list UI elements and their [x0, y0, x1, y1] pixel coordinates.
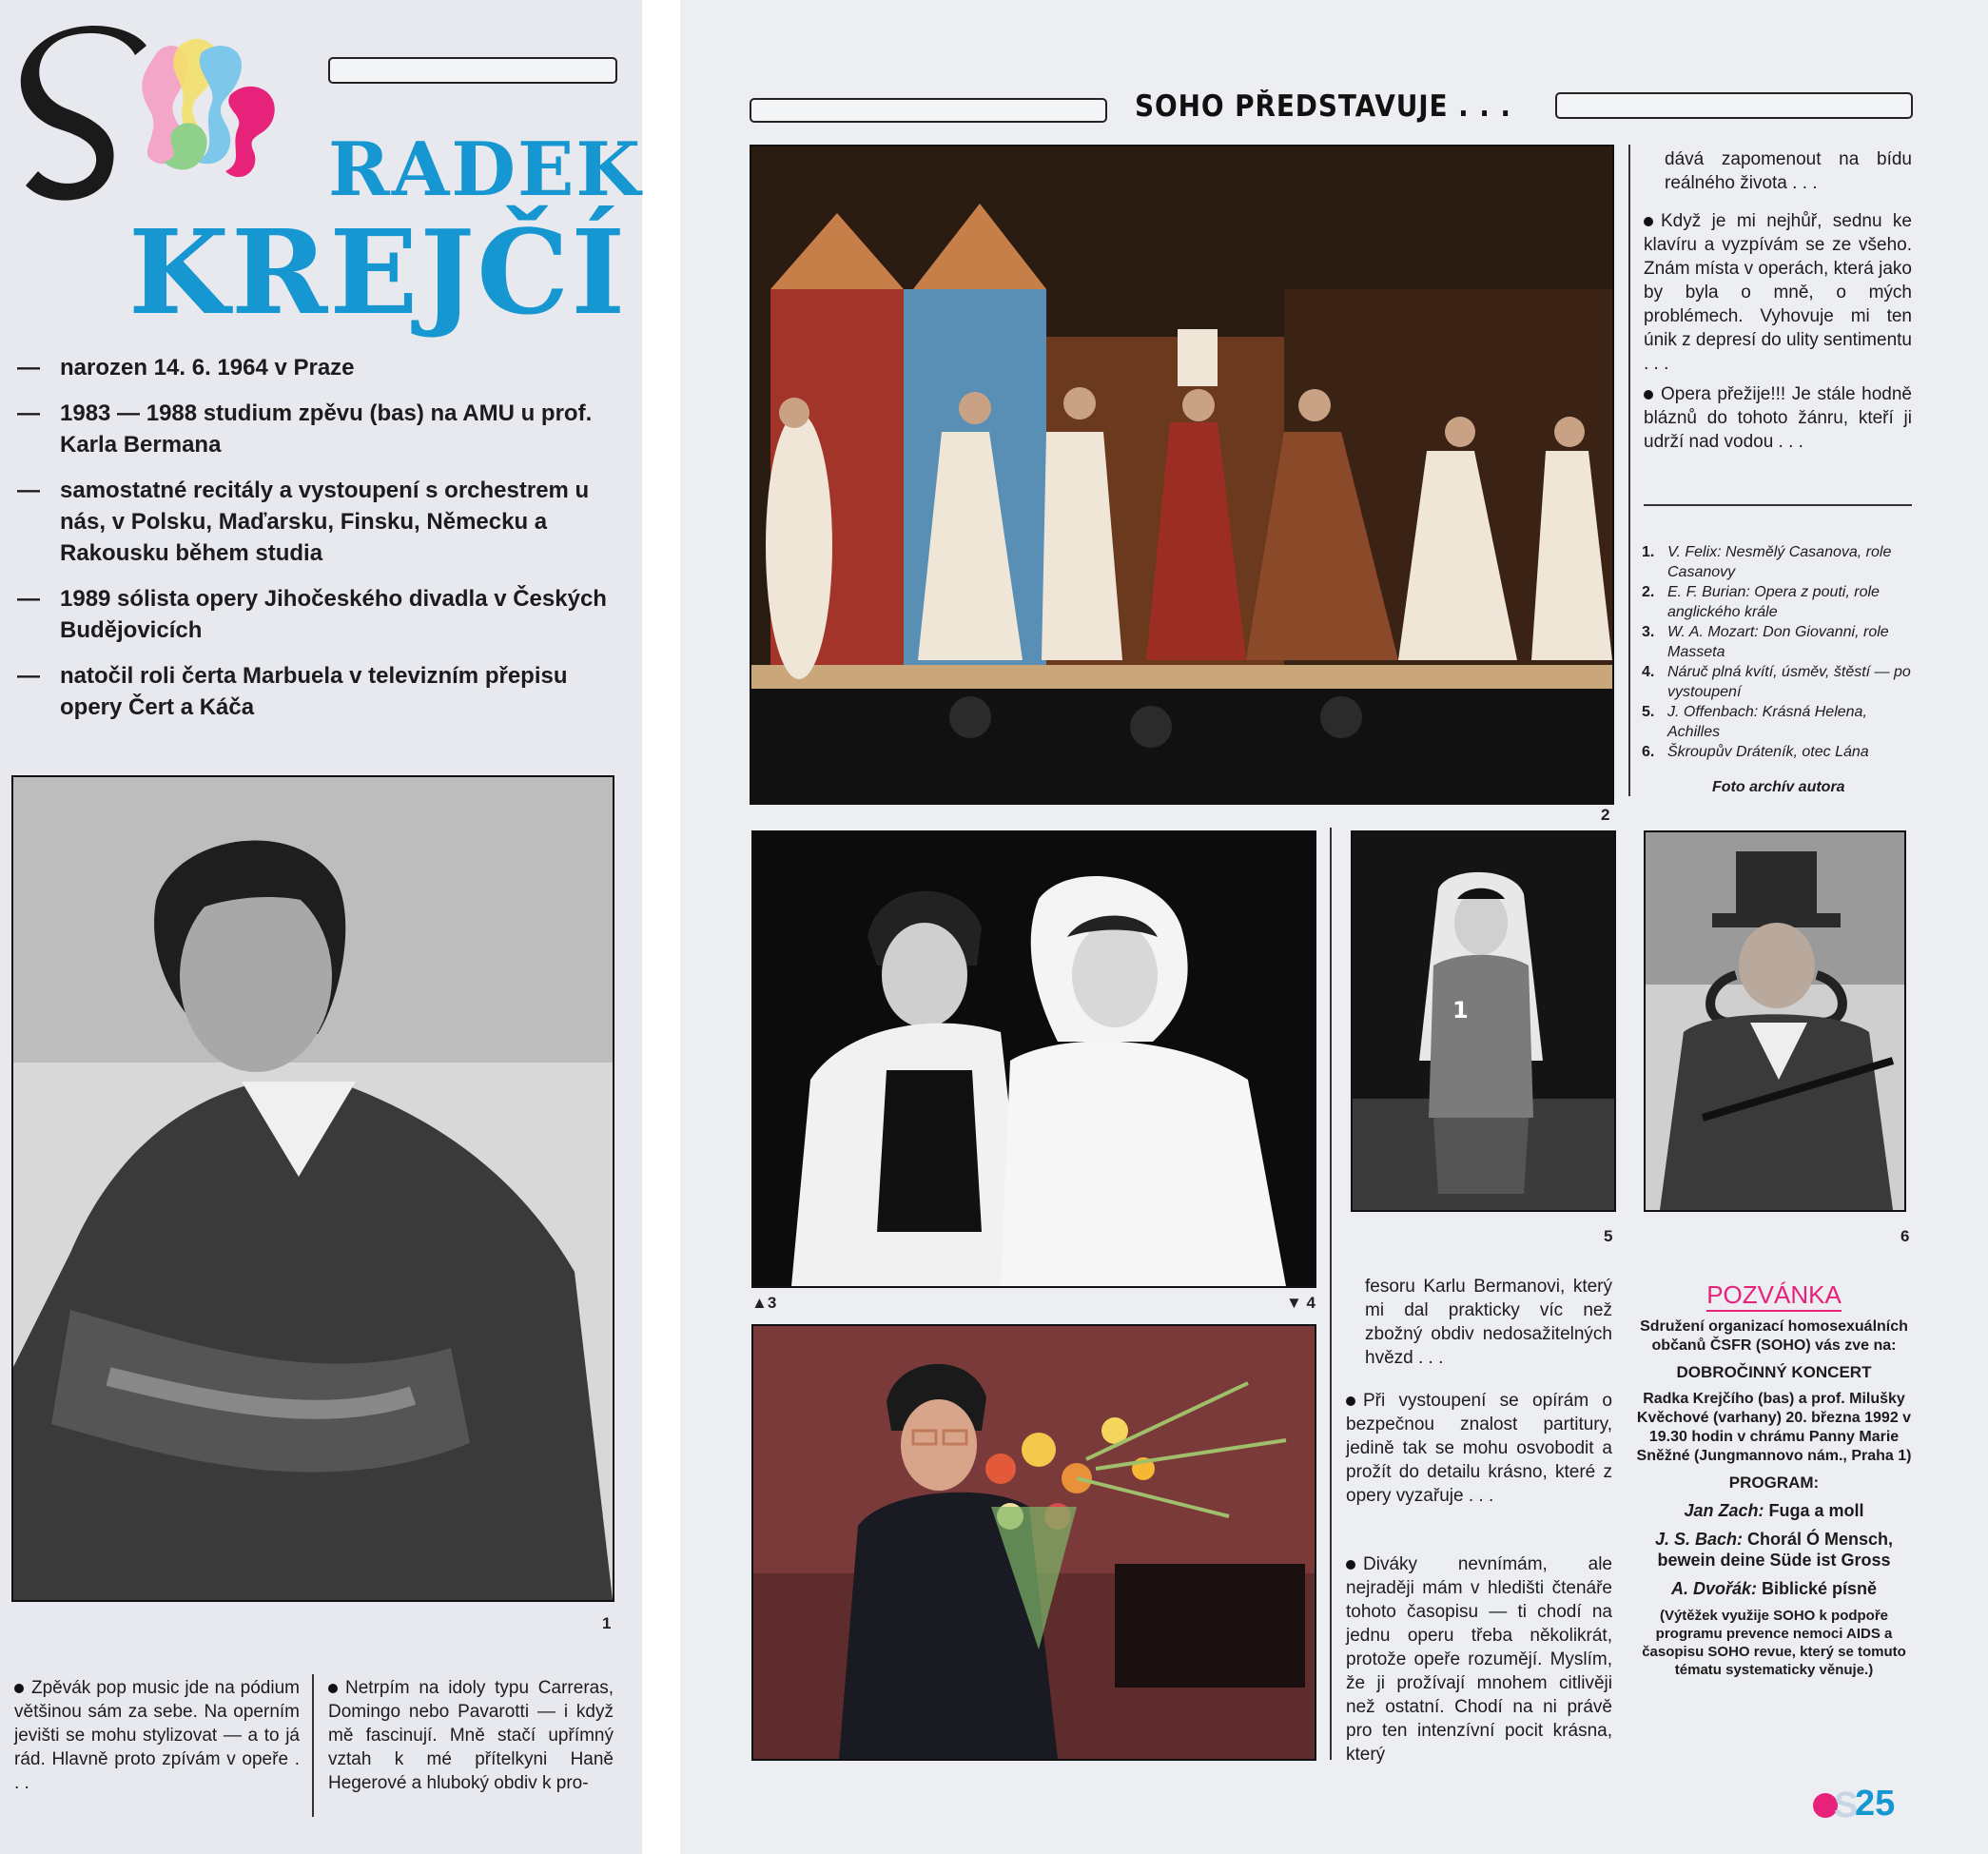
fact-item: — narozen 14. 6. 1964 v Praze — [17, 355, 355, 381]
fact-item: — 1983 — 1988 studium zpěvu (bas) na AMU u prof. Karla Bermana — [17, 400, 593, 458]
photo-number-5: 5 — [1604, 1227, 1613, 1245]
fact-item: — samostatné recitály a vystoupení s orchestrem u nás, v Polsku, Maďarsku, Finsku, Německu a Rakousku během studia — [17, 478, 590, 566]
program-composer: Jan Zach: — [1684, 1501, 1764, 1520]
caption-item — [1642, 542, 1918, 582]
caption-item — [1642, 582, 1918, 622]
program-item — [1631, 1578, 1917, 1599]
caption-item — [1642, 702, 1918, 742]
invitation-organizer: Sdružení organizací homosexuálních občanů ČSFR (SOHO) vás zve na: — [1640, 1318, 1908, 1354]
page-number: 25 — [1855, 1784, 1896, 1824]
photo-portrait — [11, 775, 614, 1602]
caption-number: 1. — [1642, 544, 1655, 560]
program-label: PROGRAM: — [1728, 1473, 1820, 1492]
section-header: SOHO PŘEDSTAVUJE . . . — [1135, 89, 1511, 124]
bullet-icon — [1346, 1396, 1355, 1406]
photo-stage-ensemble — [750, 145, 1614, 805]
bullet-icon — [328, 1684, 338, 1693]
middle-column-quote-1 — [1346, 1389, 1612, 1508]
caption-number: 3. — [1642, 624, 1655, 640]
quote-text: Zpěvák pop music jde na pódium většinou sám za sebe. Na operním jevišti se mohu stylizovat — a to já rád. Hlavně proto zpívám v opeře . . . — [14, 1678, 300, 1793]
caption-number: 5. — [1642, 704, 1655, 720]
header-rule-box-left — [750, 98, 1107, 123]
photo-number-4: ▼ 4 — [1286, 1294, 1316, 1312]
caption-item — [1642, 662, 1918, 702]
column-divider — [1628, 145, 1630, 796]
program-work: Chorál Ó Mensch, bewein deine Süde ist Gross — [1657, 1530, 1894, 1570]
fact-text: natočil roli čerta Marbuela v televizním přepisu opery Čert a Káča — [60, 663, 568, 720]
photo-number-1: 1 — [602, 1614, 612, 1632]
bouquet-illustration — [753, 1326, 1315, 1759]
fact-text: narozen 14. 6. 1964 v Praze — [60, 355, 355, 381]
quote-text: fesoru Karlu Bermanovi, který mi dal prakticky víc než zbožný obdiv nedosažitelných hvězd . . . — [1365, 1277, 1612, 1368]
program-composer: J. S. Bach: — [1654, 1530, 1743, 1549]
page-prefix-letter: S — [1834, 1786, 1859, 1825]
column-divider — [1330, 828, 1332, 1760]
photo-couple — [751, 830, 1316, 1288]
stage-illustration — [751, 146, 1612, 803]
soho-logo — [11, 19, 287, 219]
caption-item — [1642, 742, 1918, 762]
caption-text: Škroupův Dráteník, otec Lána — [1667, 744, 1869, 760]
photo-achilles — [1351, 830, 1616, 1212]
bullet-icon — [1644, 390, 1653, 400]
invitation-headline: POZVÁNKA — [1706, 1279, 1842, 1312]
photo-number-3: ▲3 — [751, 1294, 777, 1312]
caption-text: W. A. Mozart: Don Giovanni, role Masseta — [1667, 624, 1889, 660]
bullet-icon — [14, 1684, 24, 1693]
left-quote-column-1 — [14, 1676, 300, 1795]
program-item — [1631, 1529, 1917, 1571]
program-item — [1631, 1500, 1917, 1521]
section-divider — [1644, 504, 1912, 506]
quote-text: Když je mi nejhůř, sednu ke klavíru a vyzpívám se ze všeho. Znám místa v operách, která jako by byla o mně, o mých problémech. Vyhovuje mi ten únik z depresí do ulity sentimentu . . . — [1644, 211, 1912, 374]
program-composer: A. Dvořák: — [1670, 1579, 1757, 1598]
page-gutter — [642, 0, 680, 1854]
fact-item: — 1989 sólista opery Jihočeského divadla v Českých Budějovicích — [17, 586, 607, 643]
invitation-details: Radka Krejčího (bas) a prof. Milušky Kvěchové (varhany) 20. března 1992 v 19.30 hodin v chrámu Panny Marie Sněžné (Jungmannovo nám., Praha 1) — [1636, 1391, 1912, 1464]
fact-text: 1989 sólista opery Jihočeského divadla v Českých Budějovicích — [60, 586, 607, 643]
biography-facts-list — [17, 352, 616, 737]
photo-tinker — [1644, 830, 1906, 1212]
quote-text: Diváky nevnímám, ale nejraději mám v hledišti čtenáře tohoto časopisu — ti chodí na jednu operu třeba několikrát, protože opeře rozumějí. Myslím, že ji prožívají mnohem citlivěji než ostatní. Chodí na ni právě pro ten intenzívní pocit krásna, který — [1346, 1554, 1612, 1765]
bullet-icon — [1346, 1560, 1355, 1570]
right-quote-1 — [1644, 209, 1912, 376]
photo-credit: Foto archív autora — [1712, 779, 1845, 795]
title-first-name: RADEK — [328, 127, 643, 213]
right-quote-2 — [1644, 382, 1912, 454]
caption-text: V. Felix: Nesmělý Casanova, role Casanovy — [1667, 544, 1892, 580]
title-last-name: KREJČÍ — [128, 204, 628, 341]
caption-number: 4. — [1642, 664, 1655, 680]
caption-text: J. Offenbach: Krásná Helena, Achilles — [1667, 704, 1867, 740]
program-work: Biblické písně — [1756, 1579, 1878, 1598]
photo-captions-list — [1642, 542, 1918, 762]
photo-number-6: 6 — [1900, 1227, 1910, 1245]
right-top-column — [1665, 147, 1912, 195]
photo-number-2: 2 — [1601, 806, 1610, 824]
middle-column-quote-2 — [1346, 1552, 1612, 1766]
fact-text: 1983 — 1988 studium zpěvu (bas) na AMU u prof. Karla Bermana — [60, 400, 593, 458]
invitation-note: (Výtěžek využije SOHO k podpoře programu prevence nemoci AIDS a časopisu SOHO revue, který se tomuto tématu systematicky věnuje.) — [1642, 1608, 1906, 1678]
couple-illustration — [753, 832, 1315, 1286]
quote-text: Při vystoupení se opírám o bezpečnou znalost partitury, jedině tak se mohu osvobodit a prožít do detailu krásno, které z opery vyzařuje . . . — [1346, 1391, 1612, 1506]
invitation-event: DOBROČINNÝ KONCERT — [1676, 1363, 1872, 1381]
quote-text: dává zapomenout na bídu reálného života . . . — [1665, 149, 1912, 193]
concert-invitation — [1631, 1279, 1917, 1687]
shirt-lettering: 1 — [1452, 997, 1469, 1024]
caption-item — [1642, 622, 1918, 662]
middle-column-intro — [1365, 1275, 1612, 1370]
caption-text: E. F. Burian: Opera z pouti, role anglického krále — [1667, 584, 1880, 620]
tinker-illustration — [1646, 832, 1904, 1210]
program-work: Fuga a moll — [1764, 1501, 1864, 1520]
header-rule-box-right — [1555, 92, 1913, 119]
header-rule-box — [328, 57, 617, 84]
caption-number: 6. — [1642, 744, 1655, 760]
achilles-illustration — [1353, 832, 1614, 1210]
caption-text: Náruč plná kvítí, úsměv, štěstí — po vystoupení — [1667, 664, 1911, 700]
fact-item: — natočil roli čerta Marbuela v televizním přepisu opery Čert a Káča — [17, 663, 568, 720]
fact-text: samostatné recitály a vystoupení s orchestrem u nás, v Polsku, Maďarsku, Finsku, Německu a Rakousku během studia — [60, 478, 590, 566]
column-divider — [312, 1674, 314, 1817]
caption-number: 2. — [1642, 584, 1655, 600]
bullet-icon — [1644, 217, 1653, 226]
quote-text: Opera přežije!!! Je stále hodně bláznů do tohoto žánru, kteří ji udrží nad vodou . . . — [1644, 384, 1912, 452]
portrait-illustration — [13, 777, 613, 1600]
left-quote-column-2 — [328, 1676, 614, 1795]
quote-text: Netrpím na idoly typu Carreras, Domingo nebo Pavarotti — i když mě fascinují. Mně stačí upřímný vztah k mé přítelkyni Haně Hegerové a hluboký obdiv k pro- — [328, 1678, 614, 1793]
photo-bouquet — [751, 1324, 1316, 1761]
